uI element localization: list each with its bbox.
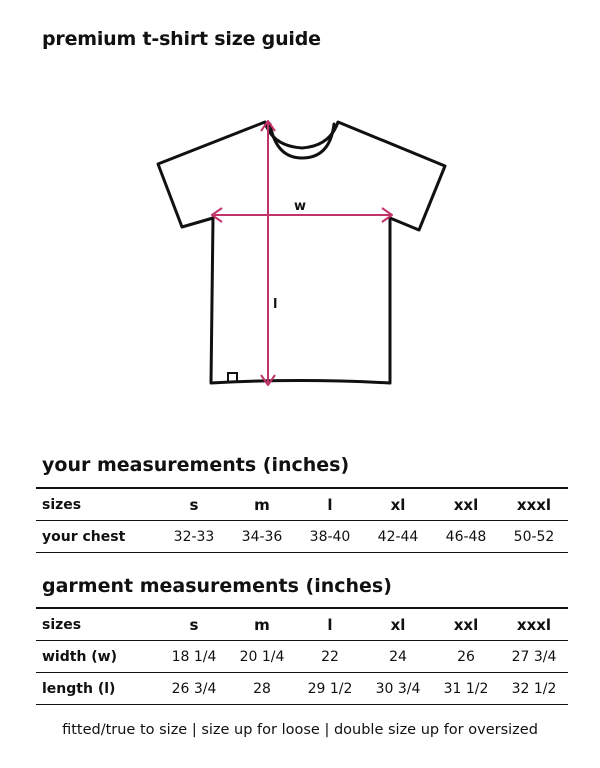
table-cell: 38-40 (296, 521, 364, 553)
table-cell: 29 1/2 (296, 673, 364, 705)
table-cell: 50-52 (500, 521, 568, 553)
column-header: s (160, 608, 228, 641)
garment-measurements-table (36, 607, 568, 705)
table-header-row (36, 608, 568, 641)
garment-measurements-title: garment measurements (inches) (42, 575, 392, 597)
column-header: xl (364, 488, 432, 521)
table-cell: 46-48 (432, 521, 500, 553)
column-header: m (228, 608, 296, 641)
column-header: l (296, 608, 364, 641)
row-label: your chest (36, 521, 160, 553)
table-cell: 34-36 (228, 521, 296, 553)
tshirt-outline (158, 122, 445, 383)
table-cell: 27 3/4 (500, 641, 568, 673)
width-label: w (294, 199, 307, 214)
table-cell: 32-33 (160, 521, 228, 553)
column-header: l (296, 488, 364, 521)
table-row (36, 521, 568, 553)
column-header: sizes (36, 608, 160, 641)
column-header: xxxl (500, 608, 568, 641)
column-header: xxl (432, 488, 500, 521)
length-label: l (273, 297, 278, 312)
column-header: xxl (432, 608, 500, 641)
column-header: sizes (36, 488, 160, 521)
row-label: width (w) (36, 641, 160, 673)
table-cell: 22 (296, 641, 364, 673)
table-cell: 24 (364, 641, 432, 673)
table-cell: 42-44 (364, 521, 432, 553)
fit-note: fitted/true to size | size up for loose | double size up for oversized (62, 722, 538, 738)
table-header-row (36, 488, 568, 521)
your-measurements-title: your measurements (inches) (42, 454, 350, 476)
table-cell: 26 (432, 641, 500, 673)
table-cell: 18 1/4 (160, 641, 228, 673)
row-label: length (l) (36, 673, 160, 705)
column-header: s (160, 488, 228, 521)
table-row (36, 641, 568, 673)
table-cell: 20 1/4 (228, 641, 296, 673)
page-title: premium t-shirt size guide (42, 28, 321, 50)
table-cell: 31 1/2 (432, 673, 500, 705)
table-cell: 28 (228, 673, 296, 705)
column-header: xxxl (500, 488, 568, 521)
column-header: m (228, 488, 296, 521)
column-header: xl (364, 608, 432, 641)
table-cell: 30 3/4 (364, 673, 432, 705)
your-measurements-table (36, 487, 568, 553)
table-row (36, 673, 568, 705)
table-cell: 26 3/4 (160, 673, 228, 705)
table-cell: 32 1/2 (500, 673, 568, 705)
